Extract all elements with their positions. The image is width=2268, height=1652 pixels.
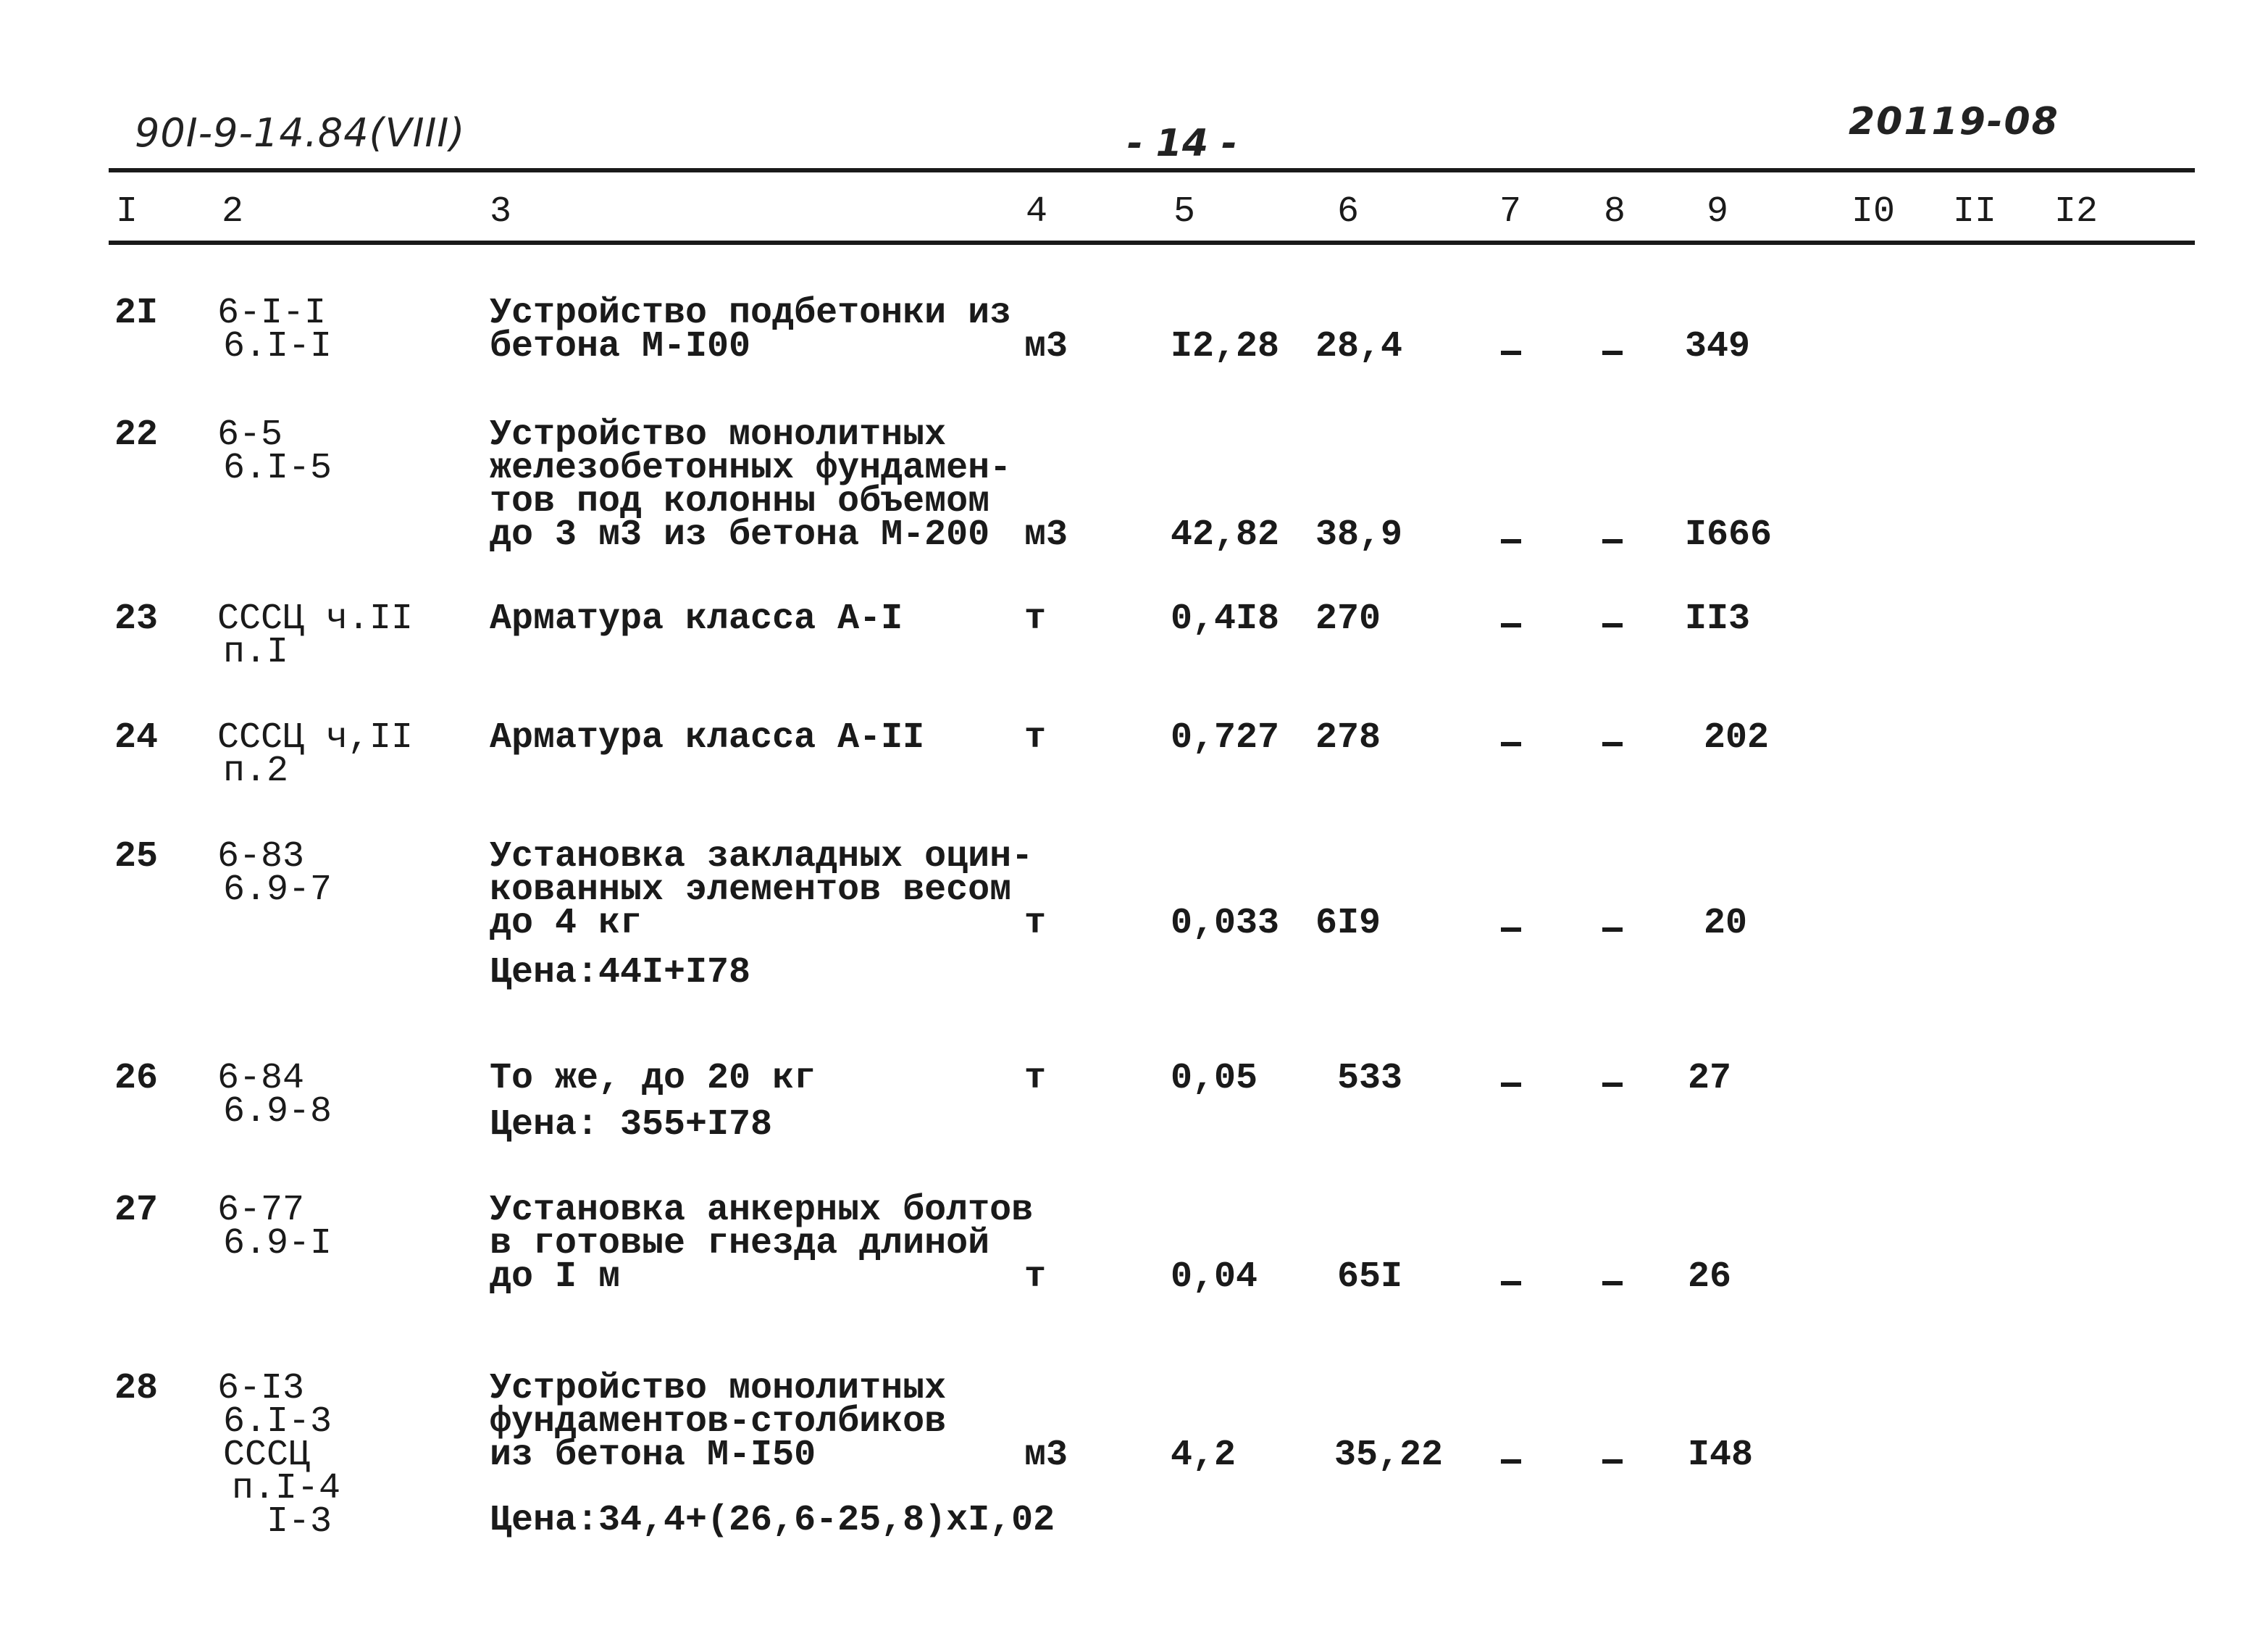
unit-price: 278 xyxy=(1315,717,1381,759)
column-header: I2 xyxy=(2054,191,2098,233)
quantity: 0,05 xyxy=(1171,1058,1258,1099)
empty-cell-dash xyxy=(1501,1459,1521,1464)
work-description: Установка закладных оцин- xyxy=(490,836,1034,877)
work-description: железобетонных фундамен- xyxy=(490,448,1012,489)
empty-cell-dash xyxy=(1501,623,1521,627)
work-description: Арматура класса А-I xyxy=(490,598,903,640)
unit: т xyxy=(1024,903,1047,944)
norm-code: 6.I-I xyxy=(223,326,332,367)
empty-cell-dash xyxy=(1501,1281,1521,1285)
norm-code: 6.9-8 xyxy=(223,1091,332,1132)
document-code: 90I-9-14.84(VIII) xyxy=(135,110,466,156)
empty-cell-dash xyxy=(1602,927,1623,932)
column-header: 8 xyxy=(1604,191,1626,233)
work-description: кованных элементов весом xyxy=(490,869,1012,911)
unit: м3 xyxy=(1024,514,1068,556)
unit-price: 28,4 xyxy=(1315,326,1403,367)
work-description: Установка анкерных болтов xyxy=(490,1190,1034,1231)
work-description: То же, до 20 кг xyxy=(490,1058,816,1099)
column-header: 7 xyxy=(1499,191,1522,233)
table-header-rule xyxy=(109,241,2195,245)
unit: м3 xyxy=(1024,326,1068,367)
row-number: 23 xyxy=(114,598,159,640)
total-cost: I666 xyxy=(1685,514,1773,556)
norm-code: п.I xyxy=(223,632,289,673)
empty-cell-dash xyxy=(1602,539,1623,543)
unit-price: 35,22 xyxy=(1334,1435,1444,1476)
norm-code: 6-84 xyxy=(217,1058,305,1099)
empty-cell-dash xyxy=(1501,539,1521,543)
unit-price: 65I xyxy=(1337,1256,1403,1298)
quantity: 42,82 xyxy=(1171,514,1280,556)
column-header: 3 xyxy=(490,191,512,233)
column-header: 4 xyxy=(1026,191,1048,233)
work-description: Арматура класса А-II xyxy=(490,717,925,759)
work-description: Устройство монолитных xyxy=(490,1368,947,1409)
price-note: Цена:34,4+(26,6-25,8)хI,02 xyxy=(490,1500,1055,1541)
norm-code: 6-77 xyxy=(217,1190,305,1231)
column-header: 2 xyxy=(222,191,244,233)
norm-code: СССЦ xyxy=(223,1435,311,1476)
total-cost: 26 xyxy=(1688,1256,1732,1298)
column-header: I xyxy=(116,191,138,233)
empty-cell-dash xyxy=(1501,1082,1521,1087)
column-header: I0 xyxy=(1851,191,1896,233)
column-header: II xyxy=(1953,191,1997,233)
total-cost: 27 xyxy=(1688,1058,1732,1099)
norm-code: I-3 xyxy=(267,1501,332,1543)
column-header: 5 xyxy=(1173,191,1196,233)
norm-code: 6-5 xyxy=(217,414,283,456)
archive-stamp: 20119-08 xyxy=(1849,100,2059,143)
unit: т xyxy=(1024,1256,1047,1298)
row-number: 25 xyxy=(114,836,159,877)
quantity: 0,033 xyxy=(1171,903,1280,944)
norm-code: 6-I3 xyxy=(217,1368,305,1409)
unit-price: 270 xyxy=(1315,598,1381,640)
unit-price: 533 xyxy=(1337,1058,1403,1099)
unit: м3 xyxy=(1024,1435,1068,1476)
norm-code: 6.I-5 xyxy=(223,448,332,489)
empty-cell-dash xyxy=(1501,927,1521,932)
price-note: Цена:44I+I78 xyxy=(490,952,751,993)
price-note: Цена: 355+I78 xyxy=(490,1104,773,1146)
norm-code: п.I-4 xyxy=(232,1468,341,1509)
row-number: 27 xyxy=(114,1190,159,1231)
row-number: 26 xyxy=(114,1058,159,1099)
work-description: Устройство монолитных xyxy=(490,414,947,456)
row-number: 22 xyxy=(114,414,159,456)
norm-code: СССЦ ч.II xyxy=(217,598,414,640)
norm-code: 6-I-I xyxy=(217,293,327,334)
unit: т xyxy=(1024,717,1047,759)
norm-code: 6.9-7 xyxy=(223,869,332,911)
total-cost: 202 xyxy=(1704,717,1770,759)
unit-price: 6I9 xyxy=(1315,903,1381,944)
norm-code: 6.9-I xyxy=(223,1223,332,1264)
empty-cell-dash xyxy=(1602,742,1623,746)
work-description: до 3 м3 из бетона М-200 xyxy=(490,514,990,556)
empty-cell-dash xyxy=(1501,351,1521,355)
norm-code: п.2 xyxy=(223,751,289,792)
empty-cell-dash xyxy=(1602,351,1623,355)
empty-cell-dash xyxy=(1602,1281,1623,1285)
quantity: 0,4I8 xyxy=(1171,598,1280,640)
empty-cell-dash xyxy=(1602,623,1623,627)
work-description: тов под колонны объемом xyxy=(490,481,990,522)
quantity: 0,727 xyxy=(1171,717,1280,759)
work-description: в готовые гнезда длиной xyxy=(490,1223,990,1264)
total-cost: 349 xyxy=(1685,326,1751,367)
work-description: Устройство подбетонки из xyxy=(490,293,1012,334)
row-number: 24 xyxy=(114,717,159,759)
work-description: до I м xyxy=(490,1256,621,1298)
row-number: 28 xyxy=(114,1368,159,1409)
column-header: 9 xyxy=(1707,191,1729,233)
table-top-rule xyxy=(109,168,2195,172)
quantity: I2,28 xyxy=(1171,326,1280,367)
row-number: 2I xyxy=(114,293,159,334)
work-description: фундаментов-столбиков xyxy=(490,1401,947,1443)
column-header: 6 xyxy=(1337,191,1360,233)
unit-price: 38,9 xyxy=(1315,514,1403,556)
norm-code: СССЦ ч,II xyxy=(217,717,414,759)
work-description: бетона М-I00 xyxy=(490,326,751,367)
empty-cell-dash xyxy=(1501,742,1521,746)
empty-cell-dash xyxy=(1602,1082,1623,1087)
total-cost: I48 xyxy=(1688,1435,1754,1476)
norm-code: 6-83 xyxy=(217,836,305,877)
total-cost: II3 xyxy=(1685,598,1751,640)
norm-code: 6.I-3 xyxy=(223,1401,332,1443)
total-cost: 20 xyxy=(1704,903,1748,944)
work-description: до 4 кг xyxy=(490,903,643,944)
empty-cell-dash xyxy=(1602,1459,1623,1464)
work-description: из бетона М-I50 xyxy=(490,1435,816,1476)
unit: т xyxy=(1024,598,1047,640)
quantity: 0,04 xyxy=(1171,1256,1258,1298)
page-number: - 14 - xyxy=(1127,122,1237,165)
unit: т xyxy=(1024,1058,1047,1099)
quantity: 4,2 xyxy=(1171,1435,1236,1476)
